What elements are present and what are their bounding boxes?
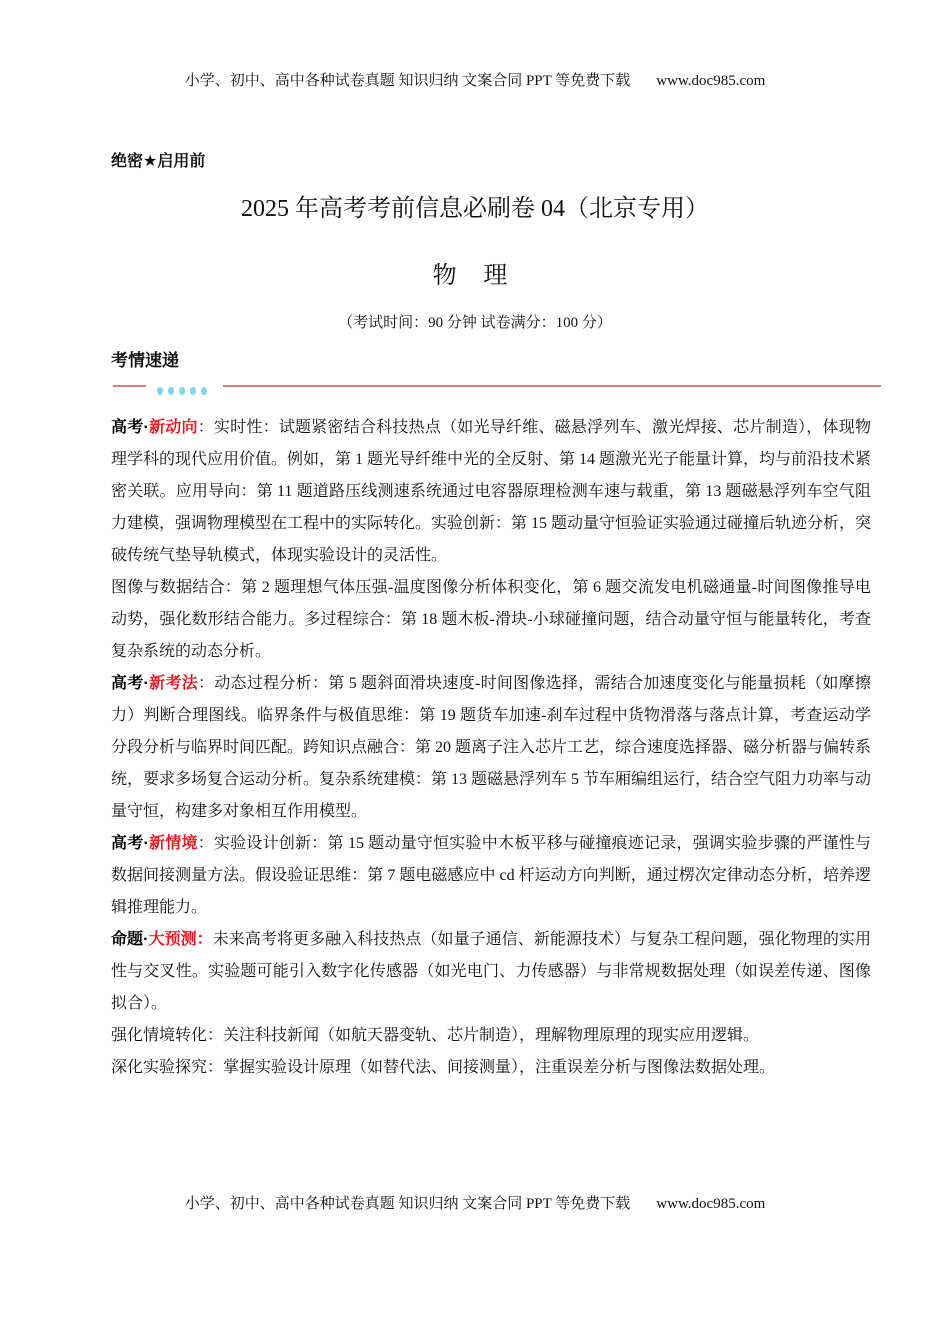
divider-line-right bbox=[223, 385, 881, 387]
paragraph-graph-data bbox=[111, 572, 871, 668]
document-title: 2025 年高考考前信息必刷卷 04（北京专用） bbox=[241, 196, 709, 222]
paragraph-label-prefix: 高考· bbox=[111, 419, 149, 436]
dot-icon bbox=[168, 387, 174, 395]
paragraph-text: 图像与数据结合：第 2 题理想气体压强-温度图像分析体积变化，第 6 题交流发电机磁通量-时间图像推导电动势，强化数形结合能力。多过程综合：第 18 题木板-滑块-小球碰撞问题，结合动量守恒与能量转化，考查复杂系统的动态分析。 bbox=[111, 579, 871, 660]
paragraph-label-prefix: 高考· bbox=[111, 835, 149, 852]
paragraph-new-method bbox=[111, 668, 871, 828]
footer-banner-url[interactable]: www.doc985.com bbox=[656, 1196, 766, 1212]
paragraph-text: 深化实验探究：掌握实验设计原理（如替代法、间接测量），注重误差分析与图像法数据处理。 bbox=[111, 1059, 776, 1076]
paragraph-label-colon: ： bbox=[197, 419, 214, 436]
header-banner bbox=[0, 69, 950, 90]
content-body bbox=[111, 412, 871, 1084]
paragraph-label-colon: ： bbox=[197, 835, 214, 852]
exam-info: （考试时间：90 分钟 试卷满分：100 分） bbox=[338, 315, 612, 331]
header-banner-url[interactable]: www.doc985.com bbox=[656, 73, 766, 89]
paragraph-new-trend bbox=[111, 412, 871, 572]
subject-title: 物 理 bbox=[432, 262, 518, 289]
paragraph-text: 动态过程分析：第 5 题斜面滑块速度-时间图像选择，需结合加速度变化与能量损耗（如摩擦力）判断合理图线。临界条件与极值思维：第 19 题货车加速-刹车过程中货物滑落与落点计算，考查运动学分段分析与临界时间匹配。跨知识点融合：第 20 题离子注入芯片工艺，综合速度选择器、磁分析器与偏转系统，要求多场复合运动分析。复杂系统建模：第 13 题磁悬浮列车 5 节车厢编组运行，结合空气阻力功率与动量守恒，构建多对象相互作用模型。 bbox=[111, 675, 872, 820]
divider-line-left bbox=[113, 385, 146, 387]
paragraph-experiment-deepen bbox=[111, 1052, 871, 1084]
paragraph-label-prefix: 高考· bbox=[111, 675, 149, 692]
secret-mark: 绝密★启用前 bbox=[111, 153, 206, 170]
paragraph-label-highlight: 大预测： bbox=[148, 931, 213, 948]
paragraph-label-prefix: 命题· bbox=[111, 931, 149, 948]
header-banner-text: 小学、初中、高中各种试卷真题 知识归纳 文案合同 PPT 等免费下载 bbox=[184, 73, 631, 89]
paragraph-text: 强化情境转化：关注科技新闻（如航天器变轨、芯片制造），理解物理原理的现实应用逻辑。 bbox=[111, 1027, 760, 1044]
paragraph-label-highlight: 新动向 bbox=[148, 419, 198, 436]
dot-icon bbox=[179, 387, 185, 395]
section-heading: 考情速递 bbox=[111, 351, 179, 370]
dot-icon bbox=[157, 387, 163, 395]
footer-banner-text: 小学、初中、高中各种试卷真题 知识归纳 文案合同 PPT 等免费下载 bbox=[184, 1196, 631, 1212]
paragraph-context-transform bbox=[111, 1020, 871, 1052]
paragraph-new-context bbox=[111, 828, 871, 924]
divider-dots bbox=[157, 382, 212, 400]
dot-icon bbox=[201, 387, 207, 395]
paragraph-text: 未来高考将更多融入科技热点（如量子通信、新能源技术）与复杂工程问题，强化物理的实用性与交叉性。实验题可能引入数字化传感器（如光电门、力传感器）与非常规数据处理（如误差传递、图像拟合）。 bbox=[111, 931, 871, 1012]
paragraph-prediction bbox=[111, 924, 871, 1020]
dot-icon bbox=[190, 387, 196, 395]
paragraph-label-highlight: 新考法 bbox=[148, 675, 198, 692]
paragraph-text: 实验设计创新：第 15 题动量守恒实验中木板平移与碰撞痕迹记录，强调实验步骤的严谨性与数据间接测量方法。假设验证思维：第 7 题电磁感应中 cd 杆运动方向判断，通过楞次定律动态分析，培养逻辑推理能力。 bbox=[111, 835, 871, 916]
paragraph-label-colon: ： bbox=[198, 675, 215, 692]
footer-banner bbox=[0, 1192, 950, 1213]
paragraph-text: 实时性：试题紧密结合科技热点（如光导纤维、磁悬浮列车、激光焊接、芯片制造），体现物理学科的现代应用价值。例如，第 1 题光导纤维中光的全反射、第 14 题激光光子能量计算，均与前沿技术紧密关联。应用导向：第 11 题道路压线测速系统通过电容器原理检测车速与载重，第 13 题磁悬浮列车空气阻力建模，强调物理模型在工程中的实际转化。实验创新：第 15 题动量守恒验证实验通过碰撞后轨迹分析，突破传统气垫导轨模式，体现实验设计的灵活性。 bbox=[111, 419, 872, 564]
paragraph-label-highlight: 新情境 bbox=[148, 835, 198, 852]
section-divider bbox=[113, 380, 881, 392]
